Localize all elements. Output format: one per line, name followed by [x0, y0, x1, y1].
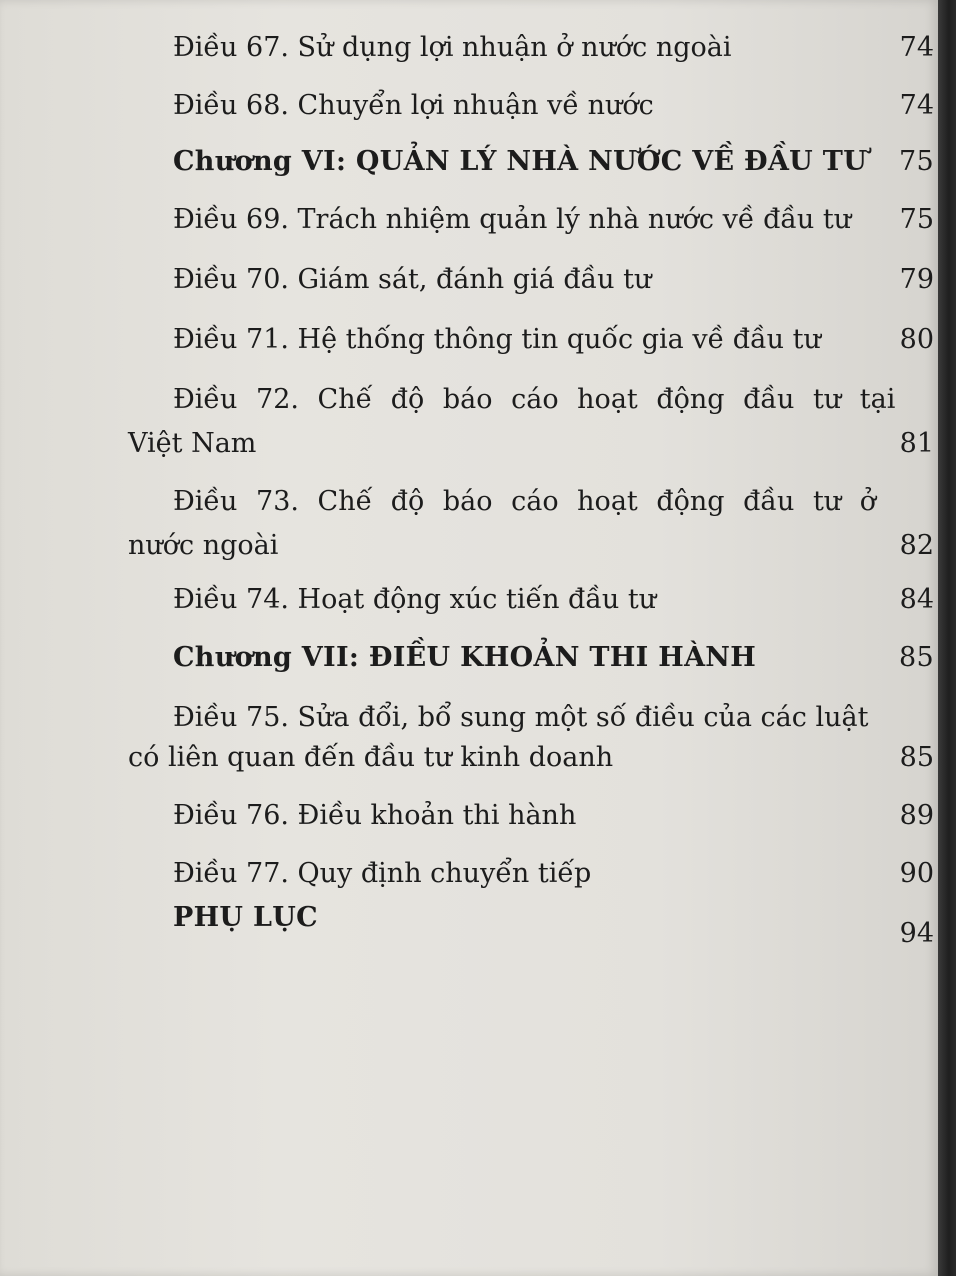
book-page-edge	[938, 0, 956, 1276]
toc-entry-title: Điều 76. Điều khoản thi hành	[173, 800, 577, 831]
toc-entry-title: Điều 74. Hoạt động xúc tiến đầu tư	[173, 584, 657, 615]
toc-chapter-title: Chương VII: ĐIỀU KHOẢN THI HÀNH	[173, 642, 757, 673]
toc-entry-title: Điều 69. Trách nhiệm quản lý nhà nước về đầu tư	[173, 204, 852, 235]
toc-entry-page: 79	[899, 264, 934, 295]
table-of-contents	[128, 0, 934, 1276]
toc-chapter-title: PHỤ LỤC	[173, 902, 318, 933]
toc-entry-page: 74	[899, 32, 934, 63]
toc-entry-page: 94	[899, 918, 934, 949]
toc-entry-title: Điều 73. Chế độ báo cáo hoạt động đầu tư ở	[173, 486, 877, 517]
toc-entry-title: Điều 68. Chuyển lợi nhuận về nước	[173, 90, 654, 121]
toc-entry-page: 81	[899, 428, 934, 459]
toc-entry-page: 82	[899, 530, 934, 561]
toc-entry-title: Điều 72. Chế độ báo cáo hoạt động đầu tư tại	[173, 384, 896, 415]
toc-entry-title-continued: có liên quan đến đầu tư kinh doanh	[128, 742, 614, 773]
toc-entry-page: 75	[899, 146, 934, 177]
toc-entry-title-continued: Việt Nam	[128, 428, 257, 459]
toc-entry-title-continued: nước ngoài	[128, 530, 279, 561]
toc-entry-page: 89	[899, 800, 934, 831]
toc-entry-page: 90	[899, 858, 934, 889]
toc-entry-page: 85	[899, 742, 934, 773]
toc-entry-page: 84	[899, 584, 934, 615]
toc-entry-title: Điều 77. Quy định chuyển tiếp	[173, 858, 592, 889]
toc-entry-title: Điều 67. Sử dụng lợi nhuận ở nước ngoài	[173, 32, 732, 63]
toc-entry-page: 85	[899, 642, 934, 673]
toc-entry-title: Điều 70. Giám sát, đánh giá đầu tư	[173, 264, 652, 295]
toc-entry-title: Điều 75. Sửa đổi, bổ sung một số điều của các luật	[173, 702, 869, 733]
toc-entry-page: 80	[899, 324, 934, 355]
toc-entry-page: 75	[899, 204, 934, 235]
toc-entry-title: Điều 71. Hệ thống thông tin quốc gia về đầu tư	[173, 324, 821, 355]
toc-entry-page: 74	[899, 90, 934, 121]
toc-chapter-title: Chương VI: QUẢN LÝ NHÀ NƯỚC VỀ ĐẦU TƯ	[173, 146, 867, 177]
